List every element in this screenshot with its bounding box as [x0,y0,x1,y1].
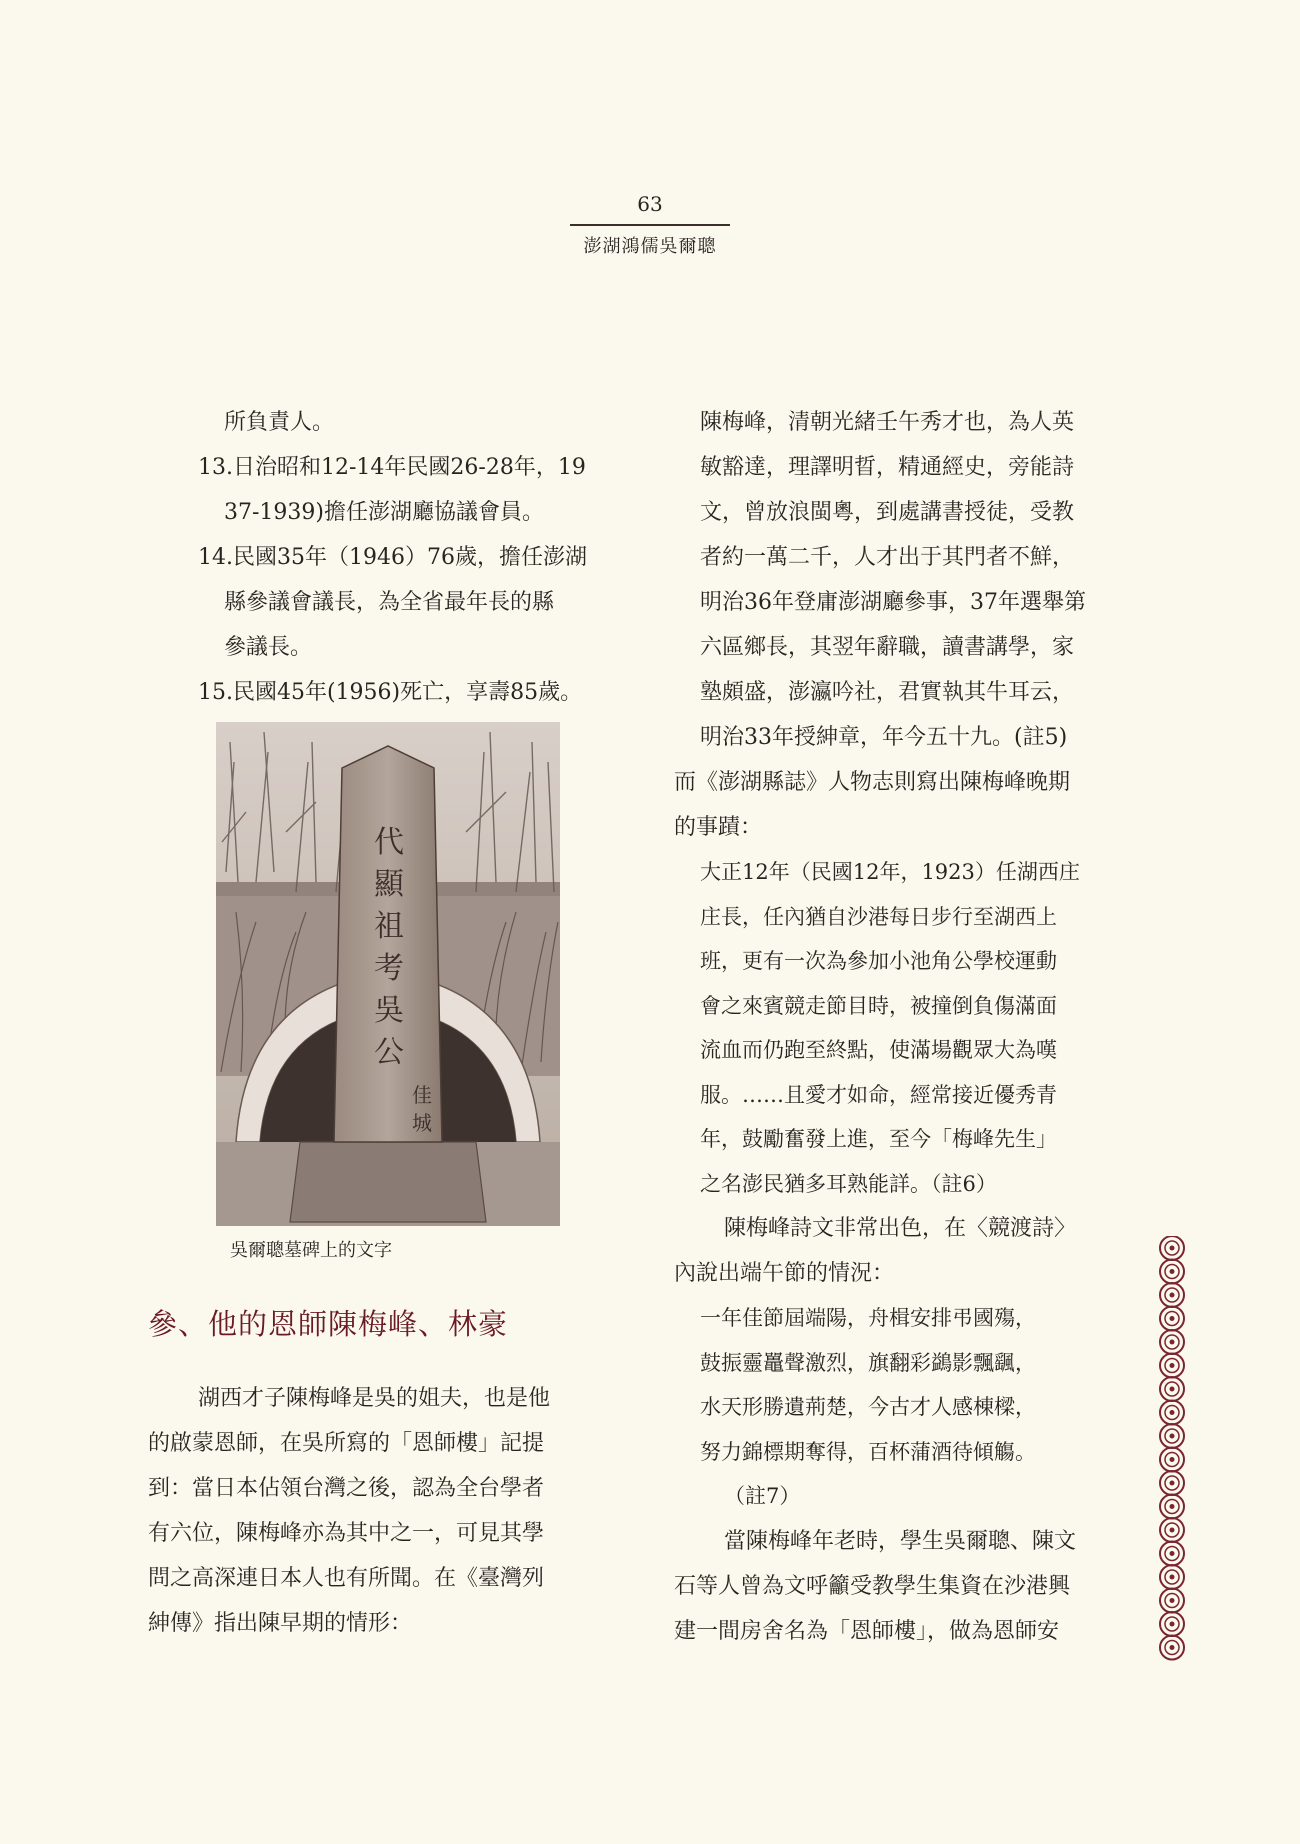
ornament-medallion [1160,1307,1184,1331]
quote-line: 文，曾放浪閩粵，到處講書授徒，受教 [700,500,1075,525]
poem-dragon-boat [674,1296,1124,1519]
body-line: 內說出端午節的情況： [674,1261,895,1286]
paragraph-poem-intro [674,1206,1124,1296]
quote-line: 庄長，任內猶自沙港每日步行至湖西上 [700,904,1057,929]
body-line: 石等人曾為文呼籲受教學生集資在沙港興 [674,1573,1071,1599]
ornament-medallion [1160,1377,1184,1401]
ornament-medallion [1160,1471,1184,1495]
body-line: 的啟蒙恩師，在吳所寫的「恩師樓」記提 [148,1431,545,1456]
quote-line: 流血而仍跑至終點，使滿場觀眾大為嘆 [700,1038,1057,1062]
svg-text:代: 代 [374,825,404,860]
svg-text:佳: 佳 [412,1083,432,1107]
poem-line: 一年佳節屆端陽，舟楫安排弔國殤， [700,1306,1036,1330]
poem-line: 鼓振靈鼉聲激烈，旗翻彩鷁影飄颻， [700,1350,1036,1375]
ornament-medallion [1160,1283,1184,1307]
quote-line: 者約一萬二千，人才出于其門者不鮮， [700,545,1075,570]
quote-county-gazetteer [674,850,1124,1206]
list-line: 參議長。 [224,635,313,660]
quote-line: 明治36年登庸澎湖廳參事，37年選舉第 [700,590,1086,615]
tombstone-photo [216,722,560,1226]
svg-text:考: 考 [374,951,404,986]
svg-text:城: 城 [412,1111,432,1135]
section-heading: 參、他的恩師陳梅峰、林豪 [148,1307,509,1341]
body-line: 陳梅峰詩文非常出色，在〈競渡詩〉 [724,1216,1077,1241]
quote-taiwan-gentry [674,400,1124,760]
ornament-medallion [1160,1424,1184,1448]
quote-line: 班，更有一次為參加小池角公學校運動 [700,949,1057,973]
running-title: 澎湖鴻儒吳爾聰 [583,236,717,257]
page-number: 63 [637,192,663,216]
ornament-medallion [1160,1495,1184,1519]
svg-text:顯: 顯 [374,867,404,902]
body-line: 問之高深連日本人也有所聞。在《臺灣列 [148,1566,545,1591]
list-line: 所負責人。 [224,410,335,435]
body-line: 當陳梅峰年老時，學生吳爾聰、陳文 [724,1528,1077,1554]
ornament-medallion [1160,1401,1184,1425]
list-line: 14.民國35年（1946）76歲，擔任澎湖 [198,545,587,570]
ornament-strip [1152,1236,1192,1668]
quote-line: 年，鼓勵奮發上進，至今「梅峰先生」 [700,1127,1057,1151]
body-line: 建一間房舍名為「恩師樓」，做為恩師安 [674,1618,1060,1644]
header-rule [570,224,730,226]
quote-line: 陳梅峰，清朝光緒壬午秀才也，為人英 [700,410,1075,435]
body-line: 到：當日本佔領台灣之後，認為全台學者 [148,1476,545,1501]
quote-line: 服。……且愛才如命，經常接近優秀青 [700,1082,1057,1107]
left-body-paragraph [148,1376,598,1646]
quote-line: 之名澎民猶多耳熟能詳。（註6） [700,1171,997,1196]
ornament-medallion [1160,1354,1184,1378]
ornament-medallion [1160,1330,1184,1354]
ornament-medallion [1160,1236,1184,1260]
ornament-medallion [1160,1542,1184,1566]
list-line: 37-1939)擔任澎湖廳協議會員。 [224,500,544,525]
ornament-medallion [1160,1589,1184,1613]
quote-line: 塾頗盛，澎瀛吟社，君實執其牛耳云， [700,680,1075,705]
right-column [674,400,1124,1654]
tombstone-illustration [216,722,560,1226]
ornament-medallion [1160,1636,1184,1660]
paragraph-county-gazetteer [674,760,1124,850]
photo-caption: 吳爾聰墓碑上的文字 [230,1240,392,1261]
ornament-medallions [1152,1236,1192,1668]
list-line: 13.日治昭和12-14年民國26-28年，19 [198,455,586,480]
poem-line: 努力錦標期奪得，百杯蒲酒待傾觴。 [700,1439,1036,1464]
paragraph-teacher-building [674,1519,1124,1654]
svg-text:祖: 祖 [374,909,404,944]
svg-text:公: 公 [374,1035,404,1070]
page-header [0,192,1300,258]
poem-line: 水天形勝遺荊楚，今古才人感棟樑， [700,1395,1036,1419]
ornament-medallion [1160,1612,1184,1636]
quote-line: 敏豁達，理譯明晢，精通經史，旁能詩 [700,455,1075,480]
ornament-medallion [1160,1260,1184,1284]
list-line: 縣參議會議長，為全省最年長的縣 [224,590,555,615]
body-line: 的事蹟： [674,815,763,840]
body-line: 紳傳》指出陳早期的情形： [148,1611,413,1636]
poem-footnote: （註7） [724,1484,801,1508]
body-line: 湖西才子陳梅峰是吳的姐夫，也是他 [198,1386,551,1411]
left-column-list [148,400,598,715]
quote-line: 明治33年授紳章，年今五十九。(註5) [700,725,1068,750]
ornament-medallion [1160,1518,1184,1542]
quote-line: 會之來賓競走節目時，被撞倒負傷滿面 [700,993,1057,1018]
body-line: 而《澎湖縣誌》人物志則寫出陳梅峰晚期 [674,770,1071,795]
body-line: 有六位，陳梅峰亦為其中之一，可見其學 [148,1521,545,1546]
quote-line: 大正12年（民國12年，1923）任湖西庄 [700,860,1080,884]
quote-line: 六區鄉長，其翌年辭職，讀書講學，家 [700,635,1075,660]
list-line: 15.民國45年(1956)死亡，享壽85歲。 [198,680,583,705]
ornament-medallion [1160,1448,1184,1472]
svg-text:吳: 吳 [374,993,404,1028]
ornament-medallion [1160,1565,1184,1589]
